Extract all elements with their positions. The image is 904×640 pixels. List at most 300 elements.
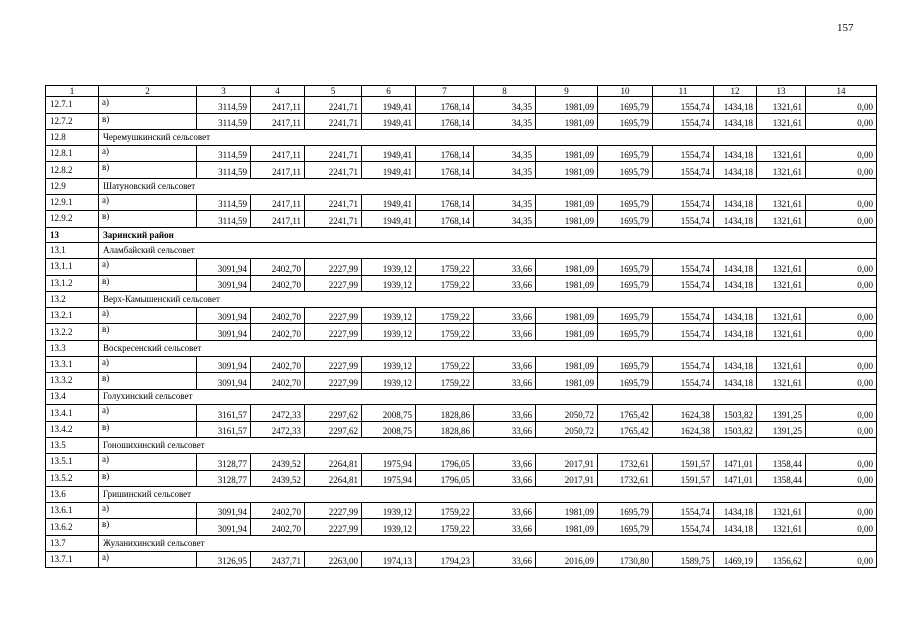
value-cell: 3091,94 xyxy=(197,324,251,341)
value-cell: 2417,11 xyxy=(251,194,305,211)
value-cell: 1391,25 xyxy=(757,405,806,422)
value-cell: 1759,22 xyxy=(416,258,474,275)
row-subitem: в) xyxy=(99,113,197,130)
value-cell: 1358,44 xyxy=(757,470,806,487)
value-cell: 1554,74 xyxy=(653,194,714,211)
value-cell: 1759,22 xyxy=(416,356,474,373)
value-cell: 2008,75 xyxy=(362,421,416,438)
header-cell: 3 xyxy=(197,86,251,97)
council-title: Шатуновский сельсовет xyxy=(99,178,877,194)
value-cell: 2402,70 xyxy=(251,258,305,275)
value-cell: 1554,74 xyxy=(653,113,714,130)
council-section-row xyxy=(46,292,877,308)
value-cell: 1765,42 xyxy=(598,405,653,422)
value-cell: 1732,61 xyxy=(598,454,653,471)
table-row xyxy=(46,211,877,228)
value-cell: 1503,82 xyxy=(714,421,757,438)
row-code: 13.4 xyxy=(46,389,99,405)
row-code: 13.4.2 xyxy=(46,421,99,438)
row-subitem: в) xyxy=(99,421,197,438)
value-cell: 1624,38 xyxy=(653,421,714,438)
council-title: Воскресенский сельсовет xyxy=(99,340,877,356)
value-cell: 1695,79 xyxy=(598,194,653,211)
value-cell: 2227,99 xyxy=(305,519,362,536)
value-cell: 1732,61 xyxy=(598,470,653,487)
value-cell: 2472,33 xyxy=(251,421,305,438)
value-cell: 1554,74 xyxy=(653,373,714,390)
value-cell: 33,66 xyxy=(474,502,536,519)
row-code: 13.3.1 xyxy=(46,356,99,373)
council-title: Голухинский сельсовет xyxy=(99,389,877,405)
value-cell: 2297,62 xyxy=(305,421,362,438)
value-cell: 1471,01 xyxy=(714,454,757,471)
row-code: 13.1.2 xyxy=(46,275,99,292)
row-subitem: а) xyxy=(99,194,197,211)
row-code: 13.3.2 xyxy=(46,373,99,390)
value-cell: 3114,59 xyxy=(197,113,251,130)
value-cell: 1981,09 xyxy=(536,145,598,162)
row-code: 13.5 xyxy=(46,438,99,454)
value-cell: 33,66 xyxy=(474,373,536,390)
table-row xyxy=(46,258,877,275)
row-code: 13.6.2 xyxy=(46,519,99,536)
value-cell: 1981,09 xyxy=(536,324,598,341)
value-cell: 1949,41 xyxy=(362,162,416,179)
value-cell: 1358,44 xyxy=(757,454,806,471)
value-cell: 2402,70 xyxy=(251,502,305,519)
value-cell: 2241,71 xyxy=(305,97,362,114)
value-cell: 1695,79 xyxy=(598,307,653,324)
header-cell: 6 xyxy=(362,86,416,97)
row-code: 12.8.2 xyxy=(46,162,99,179)
table-row xyxy=(46,373,877,390)
value-cell: 1695,79 xyxy=(598,502,653,519)
row-code: 12.9.2 xyxy=(46,211,99,228)
value-cell: 0,00 xyxy=(806,373,877,390)
value-cell: 1695,79 xyxy=(598,162,653,179)
header-cell: 2 xyxy=(99,86,197,97)
value-cell: 1554,74 xyxy=(653,97,714,114)
row-code: 13 xyxy=(46,227,99,243)
value-cell: 2263,00 xyxy=(305,551,362,568)
value-cell: 2241,71 xyxy=(305,113,362,130)
value-cell: 3091,94 xyxy=(197,502,251,519)
value-cell: 1434,18 xyxy=(714,194,757,211)
value-cell: 1321,61 xyxy=(757,162,806,179)
row-code: 12.8.1 xyxy=(46,145,99,162)
value-cell: 2227,99 xyxy=(305,373,362,390)
value-cell: 1768,14 xyxy=(416,162,474,179)
row-subitem: а) xyxy=(99,454,197,471)
value-cell: 1768,14 xyxy=(416,145,474,162)
value-cell: 2417,11 xyxy=(251,145,305,162)
row-code: 13.1.1 xyxy=(46,258,99,275)
value-cell: 1554,74 xyxy=(653,502,714,519)
value-cell: 0,00 xyxy=(806,258,877,275)
value-cell: 1759,22 xyxy=(416,519,474,536)
value-cell: 1768,14 xyxy=(416,194,474,211)
value-cell: 1554,74 xyxy=(653,162,714,179)
value-cell: 1768,14 xyxy=(416,97,474,114)
value-cell: 3128,77 xyxy=(197,470,251,487)
value-cell: 1768,14 xyxy=(416,113,474,130)
value-cell: 2402,70 xyxy=(251,356,305,373)
value-cell: 1321,61 xyxy=(757,356,806,373)
value-cell: 2402,70 xyxy=(251,324,305,341)
value-cell: 2439,52 xyxy=(251,454,305,471)
value-cell: 2227,99 xyxy=(305,258,362,275)
value-cell: 1695,79 xyxy=(598,211,653,228)
value-cell: 1321,61 xyxy=(757,275,806,292)
value-cell: 3091,94 xyxy=(197,519,251,536)
value-cell: 2241,71 xyxy=(305,145,362,162)
row-code: 13.7 xyxy=(46,536,99,552)
header-cell: 14 xyxy=(806,86,877,97)
value-cell: 34,35 xyxy=(474,145,536,162)
value-cell: 34,35 xyxy=(474,97,536,114)
value-cell: 0,00 xyxy=(806,162,877,179)
row-code: 13.4.1 xyxy=(46,405,99,422)
table-row xyxy=(46,162,877,179)
table-row xyxy=(46,454,877,471)
value-cell: 1949,41 xyxy=(362,211,416,228)
table-row xyxy=(46,275,877,292)
value-cell: 1981,09 xyxy=(536,275,598,292)
row-code: 13.6.1 xyxy=(46,502,99,519)
value-cell: 1981,09 xyxy=(536,97,598,114)
value-cell: 0,00 xyxy=(806,97,877,114)
value-cell: 0,00 xyxy=(806,307,877,324)
table-row xyxy=(46,194,877,211)
value-cell: 1434,18 xyxy=(714,258,757,275)
value-cell: 0,00 xyxy=(806,454,877,471)
table-body xyxy=(46,86,877,568)
value-cell: 1730,80 xyxy=(598,551,653,568)
value-cell: 1503,82 xyxy=(714,405,757,422)
table-row xyxy=(46,470,877,487)
council-title: Аламбайский сельсовет xyxy=(99,243,877,259)
value-cell: 1321,61 xyxy=(757,307,806,324)
row-code: 13.2 xyxy=(46,292,99,308)
value-cell: 1939,12 xyxy=(362,502,416,519)
value-cell: 3161,57 xyxy=(197,421,251,438)
value-cell: 1554,74 xyxy=(653,324,714,341)
value-cell: 1975,94 xyxy=(362,454,416,471)
value-cell: 2264,81 xyxy=(305,470,362,487)
value-cell: 1695,79 xyxy=(598,113,653,130)
district-title: Заринский район xyxy=(99,227,877,243)
council-section-row xyxy=(46,243,877,259)
value-cell: 1554,74 xyxy=(653,519,714,536)
value-cell: 1759,22 xyxy=(416,307,474,324)
council-title: Гришинский сельсовет xyxy=(99,487,877,503)
value-cell: 33,66 xyxy=(474,356,536,373)
row-code: 13.1 xyxy=(46,243,99,259)
value-cell: 33,66 xyxy=(474,551,536,568)
row-code: 12.8 xyxy=(46,130,99,146)
value-cell: 3091,94 xyxy=(197,373,251,390)
value-cell: 2017,91 xyxy=(536,470,598,487)
value-cell: 2417,11 xyxy=(251,97,305,114)
value-cell: 34,35 xyxy=(474,113,536,130)
value-cell: 33,66 xyxy=(474,275,536,292)
value-cell: 1554,74 xyxy=(653,307,714,324)
value-cell: 1624,38 xyxy=(653,405,714,422)
value-cell: 2227,99 xyxy=(305,307,362,324)
value-cell: 3091,94 xyxy=(197,356,251,373)
row-subitem: в) xyxy=(99,162,197,179)
value-cell: 1695,79 xyxy=(598,373,653,390)
value-cell: 2227,99 xyxy=(305,502,362,519)
value-cell: 1974,13 xyxy=(362,551,416,568)
value-cell: 1434,18 xyxy=(714,324,757,341)
value-cell: 1695,79 xyxy=(598,519,653,536)
value-cell: 0,00 xyxy=(806,211,877,228)
value-cell: 2472,33 xyxy=(251,405,305,422)
table-row xyxy=(46,421,877,438)
value-cell: 2402,70 xyxy=(251,519,305,536)
header-cell: 1 xyxy=(46,86,99,97)
value-cell: 2241,71 xyxy=(305,194,362,211)
value-cell: 1949,41 xyxy=(362,113,416,130)
value-cell: 0,00 xyxy=(806,421,877,438)
value-cell: 1321,61 xyxy=(757,145,806,162)
value-cell: 1981,09 xyxy=(536,373,598,390)
value-cell: 33,66 xyxy=(474,470,536,487)
header-cell: 10 xyxy=(598,86,653,97)
value-cell: 1591,57 xyxy=(653,470,714,487)
council-section-row xyxy=(46,130,877,146)
value-cell: 2417,11 xyxy=(251,162,305,179)
value-cell: 2008,75 xyxy=(362,405,416,422)
row-subitem: а) xyxy=(99,97,197,114)
row-code: 12.9.1 xyxy=(46,194,99,211)
row-code: 13.5.2 xyxy=(46,470,99,487)
value-cell: 33,66 xyxy=(474,454,536,471)
value-cell: 2227,99 xyxy=(305,356,362,373)
value-cell: 1939,12 xyxy=(362,258,416,275)
value-cell: 1321,61 xyxy=(757,373,806,390)
row-subitem: в) xyxy=(99,211,197,228)
value-cell: 1695,79 xyxy=(598,356,653,373)
header-cell: 7 xyxy=(416,86,474,97)
value-cell: 33,66 xyxy=(474,421,536,438)
page-number: 157 xyxy=(837,22,854,34)
row-subitem: а) xyxy=(99,356,197,373)
value-cell: 1469,19 xyxy=(714,551,757,568)
row-subitem: а) xyxy=(99,405,197,422)
header-cell: 5 xyxy=(305,86,362,97)
row-code: 12.7.2 xyxy=(46,113,99,130)
value-cell: 0,00 xyxy=(806,502,877,519)
value-cell: 1759,22 xyxy=(416,373,474,390)
row-code: 13.2.1 xyxy=(46,307,99,324)
table-row xyxy=(46,113,877,130)
value-cell: 1434,18 xyxy=(714,373,757,390)
value-cell: 3091,94 xyxy=(197,275,251,292)
value-cell: 1828,86 xyxy=(416,421,474,438)
value-cell: 2050,72 xyxy=(536,421,598,438)
value-cell: 0,00 xyxy=(806,519,877,536)
value-cell: 1434,18 xyxy=(714,113,757,130)
value-cell: 1591,57 xyxy=(653,454,714,471)
row-code: 13.2.2 xyxy=(46,324,99,341)
row-subitem: в) xyxy=(99,373,197,390)
value-cell: 0,00 xyxy=(806,405,877,422)
value-cell: 0,00 xyxy=(806,194,877,211)
value-cell: 1981,09 xyxy=(536,519,598,536)
row-subitem: а) xyxy=(99,502,197,519)
row-subitem: в) xyxy=(99,519,197,536)
value-cell: 1949,41 xyxy=(362,97,416,114)
tariff-table xyxy=(45,85,877,568)
value-cell: 1768,14 xyxy=(416,211,474,228)
header-cell: 9 xyxy=(536,86,598,97)
row-subitem: в) xyxy=(99,324,197,341)
value-cell: 2297,62 xyxy=(305,405,362,422)
value-cell: 1939,12 xyxy=(362,356,416,373)
value-cell: 2241,71 xyxy=(305,211,362,228)
value-cell: 1554,74 xyxy=(653,211,714,228)
value-cell: 1939,12 xyxy=(362,324,416,341)
header-cell: 13 xyxy=(757,86,806,97)
row-code: 13.5.1 xyxy=(46,454,99,471)
table-row xyxy=(46,356,877,373)
council-title: Черемушкинский сельсовет xyxy=(99,130,877,146)
council-title: Гоношихинский сельсовет xyxy=(99,438,877,454)
value-cell: 33,66 xyxy=(474,519,536,536)
value-cell: 1554,74 xyxy=(653,275,714,292)
value-cell: 2402,70 xyxy=(251,275,305,292)
value-cell: 1434,18 xyxy=(714,307,757,324)
header-cell: 4 xyxy=(251,86,305,97)
value-cell: 2017,91 xyxy=(536,454,598,471)
value-cell: 1975,94 xyxy=(362,470,416,487)
value-cell: 1434,18 xyxy=(714,97,757,114)
value-cell: 1939,12 xyxy=(362,275,416,292)
value-cell: 2016,09 xyxy=(536,551,598,568)
value-cell: 3114,59 xyxy=(197,97,251,114)
value-cell: 1939,12 xyxy=(362,307,416,324)
value-cell: 1981,09 xyxy=(536,211,598,228)
row-subitem: а) xyxy=(99,145,197,162)
row-code: 13.3 xyxy=(46,340,99,356)
table-row xyxy=(46,405,877,422)
value-cell: 1434,18 xyxy=(714,211,757,228)
value-cell: 33,66 xyxy=(474,258,536,275)
row-subitem: а) xyxy=(99,307,197,324)
value-cell: 1554,74 xyxy=(653,145,714,162)
value-cell: 2417,11 xyxy=(251,113,305,130)
value-cell: 1434,18 xyxy=(714,356,757,373)
value-cell: 1796,05 xyxy=(416,454,474,471)
value-cell: 33,66 xyxy=(474,324,536,341)
value-cell: 1981,09 xyxy=(536,113,598,130)
council-section-row xyxy=(46,340,877,356)
value-cell: 1828,86 xyxy=(416,405,474,422)
value-cell: 2402,70 xyxy=(251,307,305,324)
table-row xyxy=(46,97,877,114)
value-cell: 2241,71 xyxy=(305,162,362,179)
value-cell: 2050,72 xyxy=(536,405,598,422)
value-cell: 1759,22 xyxy=(416,275,474,292)
value-cell: 1981,09 xyxy=(536,307,598,324)
table-row xyxy=(46,145,877,162)
value-cell: 1321,61 xyxy=(757,324,806,341)
value-cell: 1321,61 xyxy=(757,258,806,275)
header-cell: 8 xyxy=(474,86,536,97)
table-row xyxy=(46,307,877,324)
value-cell: 3126,95 xyxy=(197,551,251,568)
value-cell: 2402,70 xyxy=(251,373,305,390)
value-cell: 3128,77 xyxy=(197,454,251,471)
value-cell: 3114,59 xyxy=(197,194,251,211)
value-cell: 1759,22 xyxy=(416,324,474,341)
value-cell: 33,66 xyxy=(474,307,536,324)
value-cell: 1391,25 xyxy=(757,421,806,438)
council-section-row xyxy=(46,487,877,503)
value-cell: 34,35 xyxy=(474,194,536,211)
value-cell: 0,00 xyxy=(806,275,877,292)
header-cell: 12 xyxy=(714,86,757,97)
council-section-row xyxy=(46,178,877,194)
value-cell: 1589,75 xyxy=(653,551,714,568)
value-cell: 1471,01 xyxy=(714,470,757,487)
row-subitem: а) xyxy=(99,258,197,275)
value-cell: 1554,74 xyxy=(653,356,714,373)
value-cell: 1981,09 xyxy=(536,356,598,373)
value-cell: 1759,22 xyxy=(416,502,474,519)
value-cell: 1434,18 xyxy=(714,145,757,162)
row-code: 13.7.1 xyxy=(46,551,99,568)
value-cell: 3114,59 xyxy=(197,145,251,162)
value-cell: 1321,61 xyxy=(757,502,806,519)
council-title: Жуланихинский сельсовет xyxy=(99,536,877,552)
value-cell: 34,35 xyxy=(474,162,536,179)
row-subitem: в) xyxy=(99,470,197,487)
value-cell: 1434,18 xyxy=(714,502,757,519)
value-cell: 2227,99 xyxy=(305,324,362,341)
value-cell: 1939,12 xyxy=(362,373,416,390)
value-cell: 1949,41 xyxy=(362,145,416,162)
value-cell: 1321,61 xyxy=(757,97,806,114)
row-code: 12.7.1 xyxy=(46,97,99,114)
row-subitem: а) xyxy=(99,551,197,568)
table-row xyxy=(46,551,877,568)
header-cell: 11 xyxy=(653,86,714,97)
value-cell: 2417,11 xyxy=(251,211,305,228)
value-cell: 1434,18 xyxy=(714,519,757,536)
value-cell: 1981,09 xyxy=(536,194,598,211)
value-cell: 1695,79 xyxy=(598,258,653,275)
value-cell: 1939,12 xyxy=(362,519,416,536)
value-cell: 3114,59 xyxy=(197,211,251,228)
table-row xyxy=(46,324,877,341)
value-cell: 1321,61 xyxy=(757,519,806,536)
value-cell: 2437,71 xyxy=(251,551,305,568)
value-cell: 1695,79 xyxy=(598,97,653,114)
table-row xyxy=(46,502,877,519)
value-cell: 2264,81 xyxy=(305,454,362,471)
value-cell: 34,35 xyxy=(474,211,536,228)
value-cell: 33,66 xyxy=(474,405,536,422)
value-cell: 1695,79 xyxy=(598,275,653,292)
district-row xyxy=(46,227,877,243)
value-cell: 0,00 xyxy=(806,470,877,487)
value-cell: 0,00 xyxy=(806,551,877,568)
value-cell: 1321,61 xyxy=(757,211,806,228)
row-code: 12.9 xyxy=(46,178,99,194)
